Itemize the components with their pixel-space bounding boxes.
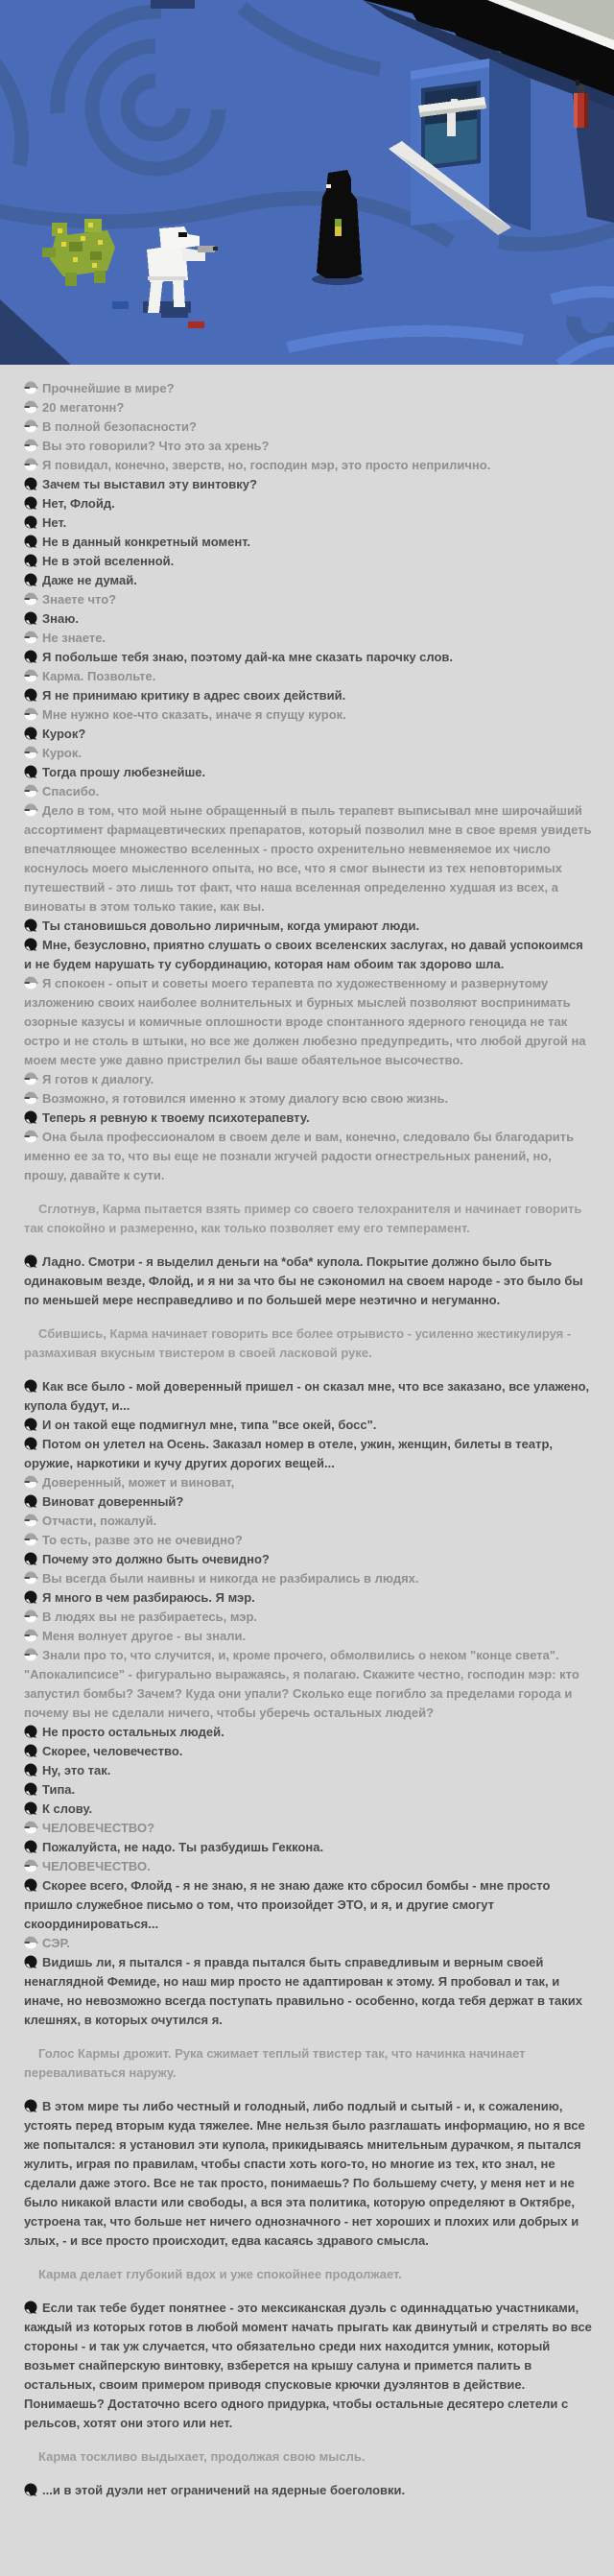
dialogue-text: И он такой еще подмигнул мне, типа "все окей, босс". [42, 1418, 377, 1432]
dialogue-line-floyd [24, 801, 593, 917]
dialogue-text: В людях вы не разбираетесь, мэр. [42, 1610, 258, 1624]
dialogue-line-karma [24, 1588, 593, 1608]
dialogue-text: Почему это должно быть очевидно? [42, 1552, 270, 1566]
karma-avatar-icon [24, 1744, 38, 1757]
floyd-avatar-icon [24, 1936, 38, 1949]
floyd-avatar-icon [24, 381, 38, 394]
dialogue-line-karma [24, 763, 593, 782]
dialogue-text: В полной безопасности? [42, 419, 197, 434]
floyd-avatar-icon [24, 1475, 38, 1489]
dialogue-text: Спасибо. [42, 784, 100, 799]
dialogue-text: Я много в чем разбираюсь. Я мэр. [42, 1590, 255, 1605]
karma-avatar-icon [24, 1801, 38, 1815]
dialogue-line-karma [24, 1876, 593, 1934]
karma-avatar-icon [24, 573, 38, 586]
dialogue-text: Даже не думай. [42, 573, 137, 587]
floyd-avatar-icon [24, 1130, 38, 1143]
dialogue-text: СЭР. [42, 1936, 70, 1950]
dialogue-text: Тогда прошу любезнейше. [42, 765, 206, 779]
dialogue-line-floyd [24, 1128, 593, 1185]
karma-avatar-icon [24, 1725, 38, 1738]
karma-avatar-icon [24, 1782, 38, 1796]
dialogue-line-floyd [24, 1569, 593, 1588]
floyd-avatar-icon [24, 746, 38, 759]
dialogue-text: Ты становишься довольно лиричным, когда умирают люди. [42, 918, 420, 933]
dialogue-line-karma [24, 2299, 593, 2433]
game-scene-image [0, 0, 614, 365]
dialogue-text: Вы это говорили? Что это за хрень? [42, 439, 270, 453]
dialogue-text: Как все было - мой доверенный пришел - он сказал мне, что все заказано, все улажено, купола будут, и... [24, 1379, 590, 1413]
dialogue-line-karma [24, 571, 593, 590]
dialogue-line-floyd [24, 629, 593, 648]
dialogue-text: Доверенный, может и виноват, [42, 1475, 235, 1490]
game-scene [0, 0, 614, 365]
floyd-avatar-icon [24, 592, 38, 606]
floyd-avatar-icon [24, 1571, 38, 1585]
dialogue-text: Карма тоскливо выдыхает, продолжая свою мысль. [38, 2449, 366, 2464]
dialogue-line-karma [24, 1800, 593, 1819]
floyd-avatar-icon [24, 1072, 38, 1085]
dialogue-line-karma [24, 1550, 593, 1569]
floyd-avatar-icon [24, 1859, 38, 1872]
dialogue-line-floyd [24, 456, 593, 475]
dialogue-line-floyd [24, 437, 593, 456]
narration-paragraph [24, 2447, 593, 2467]
dialogue-text: Курок? [42, 727, 86, 741]
karma-eye [326, 184, 331, 188]
karma-avatar-icon [24, 1254, 38, 1268]
dialogue-line-karma [24, 1780, 593, 1800]
karma-avatar-icon [24, 1110, 38, 1124]
dialogue-text: К слову. [42, 1801, 93, 1816]
dialogue-text: Карма делает глубокий вдох и уже спокойнее продолжает. [38, 2267, 402, 2281]
floyd-avatar-icon [24, 803, 38, 817]
karma-avatar-icon [24, 1418, 38, 1431]
dialogue-line-floyd [24, 782, 593, 801]
karma-avatar-icon [24, 2301, 38, 2314]
dialogue-line-floyd [24, 1531, 593, 1550]
dialogue-line-floyd [24, 379, 593, 398]
karma-avatar-icon [24, 727, 38, 740]
dialogue-line-karma [24, 609, 593, 629]
dialogue-line-floyd [24, 398, 593, 417]
dialogue-line-floyd [24, 1646, 593, 1723]
dialogue-line-karma [24, 936, 593, 974]
karma-avatar-icon [24, 1590, 38, 1604]
karma-avatar-icon [24, 1379, 38, 1393]
dialogue-line-karma [24, 1377, 593, 1416]
karma-avatar-icon [24, 1552, 38, 1565]
blue-debris [112, 301, 129, 309]
dialogue-text: Мне нужно кое-что сказать, иначе я спущу курок. [42, 707, 346, 722]
dialogue-text: Знаю. [42, 611, 79, 626]
karma-avatar-icon [24, 611, 38, 625]
dialogue-text: Не просто остальных людей. [42, 1725, 224, 1739]
dialogue-text: Знаете что? [42, 592, 117, 607]
dialogue-text: Возможно, я готовился именно к этому диалогу всю свою жизнь. [42, 1091, 449, 1106]
dialogue-line-karma [24, 725, 593, 744]
dialogue-line-karma [24, 1435, 593, 1473]
dialogue-text: Дело в том, что мой ныне обращенный в пыль терапевт выписывал мне широчайший ассортимент фармацевтических препаратов, который позволил мне в свое время увидеть впечатляющее множество вселенных - просто охренительно невменяемое их число коснулось моего мысленного опыта, но все, что я смог вынести из тех неповторимых путешествий - это лишь тот факт, что наша вселенная определенно худшая из всех, а виноваты в этом только такие, как вы. [24, 803, 592, 914]
floyd-avatar-icon [24, 784, 38, 798]
dialogue-line-karma [24, 1838, 593, 1857]
dialogue-text: Я готов к диалогу. [42, 1072, 154, 1086]
twister-icecream [335, 219, 342, 227]
dialogue-line-karma [24, 552, 593, 571]
dialogue-line-karma [24, 1252, 593, 1310]
dialogue-text: ЧЕЛОВЕЧЕСТВО? [42, 1821, 155, 1835]
dialogue-text: Я повидал, конечно, зверств, но, господин мэр, это просто неприлично. [42, 458, 491, 472]
dialogue-line-floyd [24, 1627, 593, 1646]
dialogue-line-floyd [24, 1473, 593, 1492]
karma-avatar-icon [24, 688, 38, 702]
narration-paragraph [24, 1324, 593, 1363]
dialogue-text: Прочнейшие в мире? [42, 381, 175, 395]
dialogue-text: В этом мире ты либо честный и голодный, либо подлый и сытый - и, к сожалению, устоять перед вторым куда тяжелее. Мне нельзя было разглашать информацию, но я все же попытался: я установил эти купола, прикидываясь мнительным дурачком, я пытался жулить, играя по правилам, чтобы спасти хоть кого-то, но многие из тех, кто знал, не сделали даже этого. Все не так просто, понимаешь? По большему счету, у меня нет и не было никакой власти или свободы, а вся эта политика, которую определяют в Октябре, устроена так, что больше нет ничего однозначного - нет хороших и плохих или добрых и злых, - и все просто происходит, едва касаясь здравого смысла. [24, 2099, 585, 2248]
dialogue-text: Пожалуйста, не надо. Ты разбудишь Геккона. [42, 1840, 324, 1854]
floyd-avatar-icon [24, 1821, 38, 1834]
karma-avatar-icon [24, 650, 38, 663]
floyd-avatar-icon [24, 419, 38, 433]
dialogue-text: Я спокоен - опыт и советы моего терапевта по художественному и развернутому изложению своих наиболее волнительных и бурных мыслей позволяют воспринимать озорные казусы и комичные оплошности вроде спонтанного ядерного геноцида не так остро и не столь в штыки, но все же должен любезно предупредить, что любой другой на моем месте уже давно пристрелил бы ваше обаятельное высочество. [24, 976, 586, 1067]
floyd-avatar-icon [24, 1629, 38, 1642]
dialogue-text: Нет. [42, 515, 67, 530]
floyd-avatar-icon [24, 1648, 38, 1661]
dialogue-text: Виноват доверенный? [42, 1494, 184, 1509]
dialogue-text: Она была профессионалом в своем деле и вам, конечно, следовало бы благодарить именно ее за то, что вы еще не познали жгучей радости огнестрельных ранений, но, прошу, давайте к сути. [24, 1130, 575, 1182]
karma-avatar-icon [24, 1878, 38, 1892]
dialogue-text: Зачем ты выставил эту винтовку? [42, 477, 257, 491]
dialogue-log [0, 365, 614, 2525]
narration-paragraph [24, 2044, 593, 2083]
karma-avatar-icon [24, 1955, 38, 1968]
karma-avatar-icon [24, 1494, 38, 1508]
narration-paragraph [24, 1200, 593, 1238]
narration-paragraph [24, 2265, 593, 2284]
dialogue-line-karma [24, 2481, 593, 2500]
dialogue-line-floyd [24, 667, 593, 686]
floyd-avatar-icon [24, 439, 38, 452]
dialogue-text: ...и в этой дуэли нет ограничений на ядерные боеголовки. [42, 2483, 406, 2497]
dialogue-text: Сглотнув, Карма пытается взять пример со своего телохранителя и начинает говорить так спокойно и размеренно, как только позволяет ему его темперамент. [24, 1202, 582, 1235]
dialogue-text: Голос Кармы дрожит. Рука сжимает теплый твистер так, что начинка начинает переваливаться наружу. [24, 2046, 526, 2080]
dialogue-line-karma [24, 1723, 593, 1742]
karma-avatar-icon [24, 496, 38, 510]
karma-avatar-icon [24, 918, 38, 932]
dialogue-text: Не знаете. [42, 631, 106, 645]
karma-avatar-icon [24, 1763, 38, 1777]
karma-avatar-icon [24, 2483, 38, 2496]
dialogue-line-floyd [24, 1070, 593, 1089]
dialogue-line-karma [24, 686, 593, 705]
floyd-eye-band [178, 232, 187, 237]
dialogue-line-floyd [24, 1089, 593, 1109]
dialogue-line-karma [24, 533, 593, 552]
dialogue-line-floyd [24, 744, 593, 763]
dialogue-text: Сбившись, Карма начинает говорить все более отрывисто - усиленно жестикулируя - размахивая вкусным твистером в своей ласковой руке. [24, 1326, 572, 1360]
dialogue-line-karma [24, 1742, 593, 1761]
floyd-avatar-icon [24, 1533, 38, 1546]
dialogue-line-karma [24, 2097, 593, 2251]
floyd-avatar-icon [24, 1514, 38, 1527]
dialogue-text: Ну, это так. [42, 1763, 111, 1777]
floyd-avatar-icon [24, 631, 38, 644]
dialogue-text: Карма. Позвольте. [42, 669, 156, 683]
dialogue-line-karma [24, 1761, 593, 1780]
dialogue-line-floyd [24, 974, 593, 1070]
dialogue-text: ЧЕЛОВЕЧЕСТВО. [42, 1859, 151, 1873]
dialogue-line-floyd [24, 1819, 593, 1838]
sniper-rifle [198, 246, 218, 252]
dialogue-text: Теперь я ревную к твоему психотерапевту. [42, 1110, 310, 1125]
karma-avatar-icon [24, 938, 38, 951]
karma-avatar-icon [24, 1437, 38, 1450]
dialogue-line-karma [24, 475, 593, 494]
dialogue-text: Я не принимаю критику в адрес своих действий. [42, 688, 346, 703]
dialogue-line-floyd [24, 1934, 593, 1953]
dialogue-text: Скорее, человечество. [42, 1744, 183, 1758]
dialogue-text: Знали про то, что случится, и, кроме прочего, обмолвились о неком "конце света". "Апокалипсисе" - фигурально выражаясь, я полагаю. Скажите честно, господин мэр: кто запустил бомбы? Зачем? Куда они упали? Сколько еще погибло за пределами города и почему вы не сделали ничего, чтобы уберечь остальных людей? [24, 1648, 579, 1720]
dialogue-text: Потом он улетел на Осень. Заказал номер в отеле, ужин, женщин, билеты в театр, оружие, наркотики и кучу других дорогих вещей... [24, 1437, 554, 1470]
floor-seam [151, 0, 195, 9]
dialogue-line-karma [24, 1416, 593, 1435]
dialogue-text: Ладно. Смотри - я выделил деньги на *оба* купола. Покрытие должно было быть одинаковым везде, Флойд, и я ни за что бы не сэкономил на своем народе - это было бы по меньшей мере несправедливо и по большей мере неэтично и негуманно. [24, 1254, 583, 1307]
dialogue-line-karma [24, 513, 593, 533]
dialogue-line-karma [24, 1109, 593, 1128]
dialogue-text: Видишь ли, я пытался - я правда пытался быть справедливым и верным своей ненаглядной Фемиде, но наш мир просто не адаптирован к этому. Я пробовал и так, и иначе, но невозможно всегда поступать правильно - особенно, когда тебя держат в таких клешнях, в которых очутился я. [24, 1955, 582, 2027]
dialogue-line-karma [24, 494, 593, 513]
dialogue-line-floyd [24, 705, 593, 725]
karma-avatar-icon [24, 515, 38, 529]
dialogue-line-karma [24, 648, 593, 667]
dialogue-text: Курок. [42, 746, 82, 760]
floyd-avatar-icon [24, 400, 38, 414]
dialogue-text: Не в данный конкретный момент. [42, 535, 251, 549]
dialogue-text: Меня волнует другое - вы знали. [42, 1629, 247, 1643]
floyd-avatar-icon [24, 707, 38, 721]
dialogue-line-karma [24, 917, 593, 936]
dialogue-text: Скорее всего, Флойд - я не знаю, я не знаю даже кто сбросил бомбы - мне просто пришло служебное письмо о том, что произойдет ЭТО, и я, и другие смогут скоординироваться... [24, 1878, 551, 1931]
dialogue-text: Мне, безусловно, приятно слушать о своих вселенских заслугах, но давай успокоимся и не будем нарушать ту субординацию, которая нам обоим так здорово шла. [24, 938, 583, 971]
dialogue-text: Если так тебе будет понятнее - это мексиканская дуэль с одиннадцатью участниками, каждый из которых готов в любой момент начать прыгать как двинутый и стрелять во все стороны - и так уж случается, что обязательно среди них находится умник, который возьмет снайперскую винтовку, взберется на крышу салуна и примется палить в остальных, своим примером приводя спусковые крючки дуэлянтов в действие. Понимаешь? Достаточно всего одного придурка, чтобы остальные десятеро слетели с рельсов, хотят они этого или нет. [24, 2301, 592, 2430]
dialogue-line-floyd [24, 590, 593, 609]
dialogue-text: Отчасти, пожалуй. [42, 1514, 157, 1528]
karma-avatar-icon [24, 554, 38, 567]
floyd-avatar-icon [24, 669, 38, 682]
floyd-avatar-icon [24, 1091, 38, 1105]
red-debris [188, 322, 204, 328]
dialogue-text: Вы всегда были наивны и никогда не разбирались в людях. [42, 1571, 419, 1586]
floyd-avatar-icon [24, 1610, 38, 1623]
karma-avatar-icon [24, 477, 38, 490]
dialogue-line-karma [24, 1492, 593, 1512]
karma-avatar-icon [24, 765, 38, 778]
dialogue-line-karma [24, 1953, 593, 2030]
dialogue-text: Я побольше тебя знаю, поэтому дай-ка мне сказать парочку слов. [42, 650, 454, 664]
dialogue-text: 20 мегатонн? [42, 400, 125, 415]
dialogue-text: То есть, разве это не очевидно? [42, 1533, 243, 1547]
dialogue-line-floyd [24, 1608, 593, 1627]
dialogue-text: Нет, Флойд. [42, 496, 115, 511]
floyd-avatar-icon [24, 976, 38, 990]
dialogue-line-floyd [24, 417, 593, 437]
dialogue-line-floyd [24, 1857, 593, 1876]
karma-avatar-icon [24, 2099, 38, 2112]
dialogue-line-floyd [24, 1512, 593, 1531]
karma-avatar-icon [24, 535, 38, 548]
karma-avatar-icon [24, 1840, 38, 1853]
dialogue-text: Типа. [42, 1782, 76, 1797]
dialogue-text: Не в этой вселенной. [42, 554, 175, 568]
floyd-avatar-icon [24, 458, 38, 471]
